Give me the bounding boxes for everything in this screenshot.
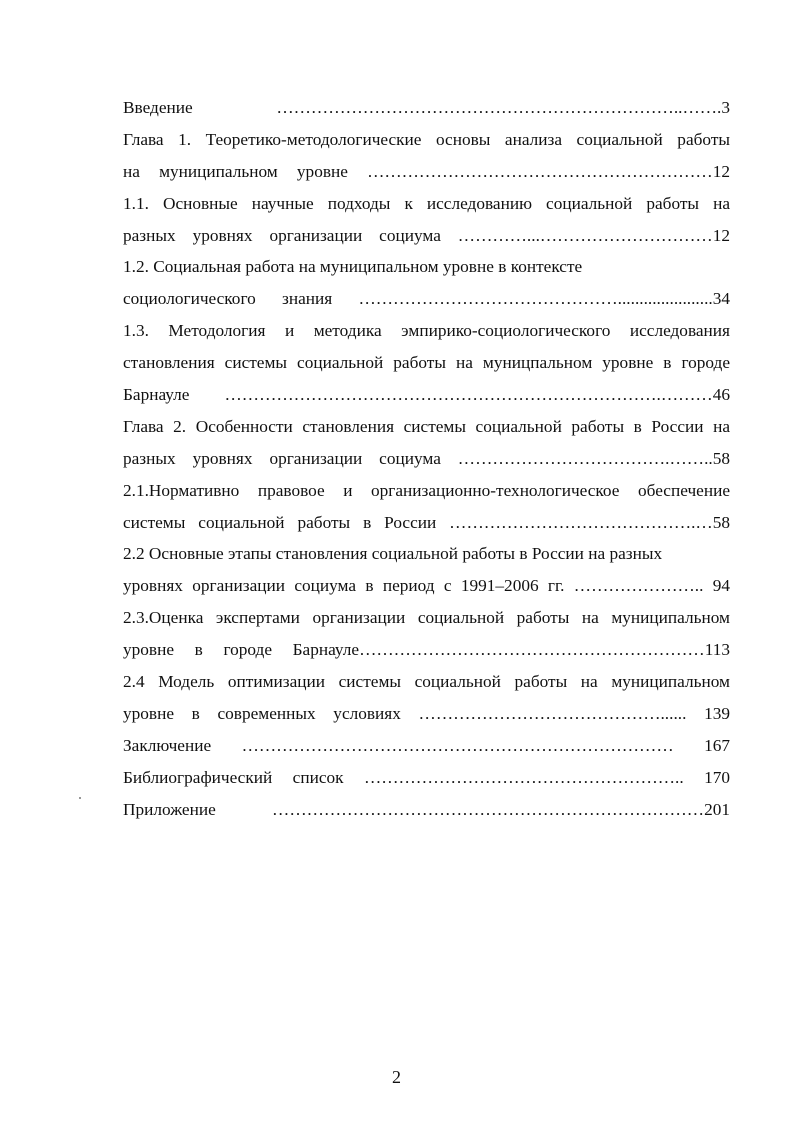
toc-line[interactable]: становления системы социальной работы на муницпальном уровне в городе (123, 353, 730, 373)
toc-line[interactable]: на муниципальном уровне ……………………………………………………12 (123, 161, 730, 181)
toc-line[interactable]: 1.3. Методология и методика эмпирико-социологического исследования (123, 321, 730, 341)
toc-line[interactable]: 1.1. Основные научные подходы к исследованию социальной работы на (123, 193, 730, 213)
toc-line[interactable]: Барнауле ………………………………………………………………….………46 (123, 385, 730, 405)
scan-speck (79, 797, 81, 799)
table-of-contents (123, 92, 730, 825)
toc-line[interactable]: 2.1.Нормативно правовое и организационно-технологическое обеспечение (123, 480, 730, 500)
toc-line[interactable]: Заключение ………………………………………………………………… 167 (123, 735, 730, 755)
toc-line[interactable]: Глава 1. Теоретико-методологические основы анализа социальной работы (123, 129, 730, 149)
toc-line[interactable]: уровне в городе Барнауле……………………………………………………113 (123, 640, 730, 660)
toc-line[interactable]: Библиографический список ……………………………………………….. 170 (123, 767, 730, 787)
toc-line[interactable]: 2.4 Модель оптимизации системы социальной работы на муниципальном (123, 672, 730, 692)
toc-line[interactable]: 1.2. Социальная работа на муниципальном уровне в контексте (123, 257, 583, 277)
toc-line[interactable]: Глава 2. Особенности становления системы социальной работы в России на (123, 416, 730, 436)
page-number: 2 (392, 1067, 401, 1087)
toc-line[interactable]: 2.3.Оценка экспертами организации социальной работы на муниципальном (123, 608, 730, 628)
toc-line[interactable]: разных уровнях организации социума …………...…………………………12 (123, 225, 730, 245)
toc-line[interactable]: разных уровнях организации социума ……………………………….……..58 (123, 448, 730, 468)
toc-line[interactable]: уровнях организации социума в период с 1991–2006 гг. ………………….. 94 (123, 576, 730, 596)
toc-line[interactable]: системы социальной работы в России …………………………………….…58 (123, 512, 730, 532)
toc-line[interactable]: Введение ……………………………………………………………..…….3 (123, 98, 730, 117)
toc-line[interactable]: уровне в современных условиях ……………………………………...... 139 (123, 703, 730, 723)
toc-line[interactable]: социологического знания ………………………………………......................34 (123, 289, 730, 309)
toc-line[interactable]: Приложение …………………………………………………………………201 (123, 799, 730, 819)
toc-line[interactable]: 2.2 Основные этапы становления социальной работы в России на разных (123, 544, 663, 564)
